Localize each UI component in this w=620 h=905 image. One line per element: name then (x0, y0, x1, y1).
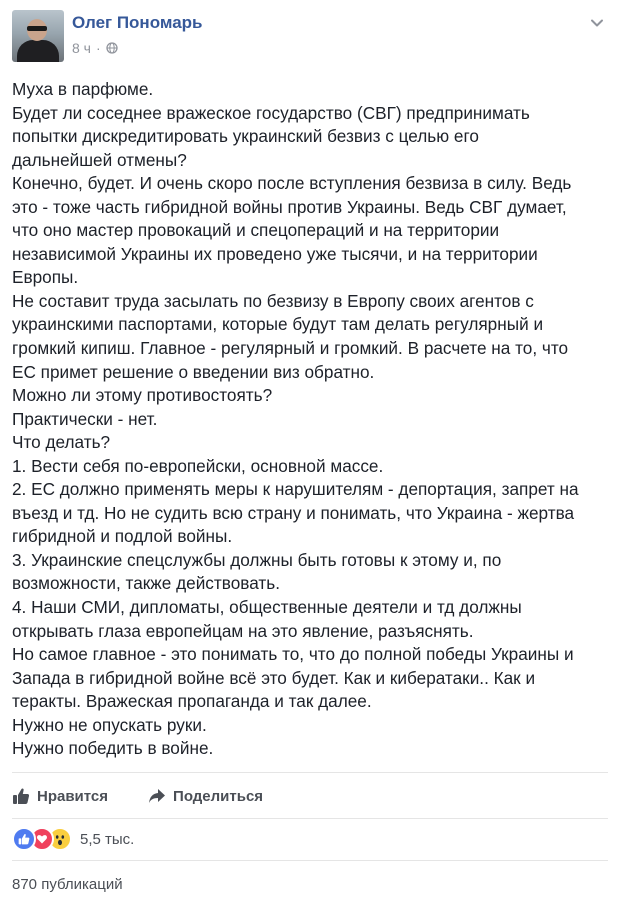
post-text-line: Европы. (12, 267, 79, 288)
like-reaction-icon (12, 827, 36, 851)
post-text-line: открывать глаза европейцам на это явление, разъяснять. (12, 620, 474, 641)
post-text-line: гибридной и подлой войны. (12, 526, 233, 547)
post-text-line: 3. Украинские спецслужбы должны быть готовы к этому и, по (12, 549, 502, 570)
post-text-line: возможности, также действовать. (12, 573, 280, 594)
post-text-line: Практически - нет. (12, 408, 158, 429)
post-text (12, 78, 612, 761)
thumbs-up-icon (12, 787, 30, 805)
post-text-line: Запада в гибридной войне всё это будет. Как и кибератаки.. Как и (12, 667, 536, 688)
post-text-line: дальнейшей отмены? (12, 149, 187, 170)
reactions-count[interactable]: 5,5 тыс. (80, 830, 135, 848)
post-text-line: Но самое главное - это понимать то, что до полной победы Украины и (12, 644, 574, 665)
post-time[interactable]: 8 ч (72, 40, 91, 56)
post-text-line: Конечно, будет. И очень скоро после вступления безвиза в силу. Ведь (12, 173, 572, 194)
post-text-line: Нужно не опускать руки. (12, 714, 207, 735)
post-text-line: это - тоже часть гибридной войны против Украины. Ведь СВГ думает, (12, 196, 567, 217)
chevron-down-icon[interactable] (590, 16, 604, 30)
post-header (12, 10, 608, 66)
post-text-line: Не составит труда засылать по безвизу в Европу своих агентов с (12, 290, 534, 311)
post-text-line: 4. Наши СМИ, дипломаты, общественные деятели и тд должны (12, 597, 522, 618)
divider (12, 860, 608, 861)
reactions-summary[interactable] (12, 827, 134, 851)
post-meta: 8 ч · (72, 40, 118, 56)
post-text-line: попытки дискредитировать украинский безвиз с целью его (12, 126, 479, 147)
post-text-line: теракты. Вражеская пропаганда и так далее. (12, 691, 372, 712)
avatar[interactable] (12, 10, 64, 62)
post-text-line: ЕС примет решение о введении виз обратно. (12, 361, 375, 382)
post-text-line: 1. Вести себя по-европейски, основной массе. (12, 455, 384, 476)
globe-icon (106, 42, 118, 54)
post-text-line: Что делать? (12, 432, 111, 453)
share-button[interactable] (148, 788, 263, 805)
post-text-line: Нужно победить в войне. (12, 738, 214, 759)
author-name[interactable]: Олег Пономарь (72, 13, 203, 32)
share-label: Поделиться (173, 787, 264, 805)
post-text-line: украинскими паспортами, которые будут там делать регулярный и (12, 314, 544, 335)
action-bar (12, 783, 303, 809)
post-text-line: Будет ли соседнее вражеское государство (СВГ) предпринимать (12, 102, 530, 123)
post-text-line: громкий кипиш. Главное - регулярный и громкий. В расчете на то, что (12, 338, 569, 359)
post-text-line: что оно мастер провокаций и спецопераций и на территории (12, 220, 500, 241)
like-button[interactable] (12, 787, 108, 805)
post-text-line: Муха в парфюме. (12, 79, 154, 99)
divider (12, 818, 608, 819)
share-arrow-icon (148, 788, 166, 804)
shares-count[interactable]: 870 публикаций (12, 876, 123, 893)
post-text-line: независимой Украины их проведено уже тысячи, и на территории (12, 243, 538, 264)
post-text-line: Можно ли этому противостоять? (12, 385, 273, 406)
post-text-line: 2. ЕС должно применять меры к нарушителям - депортация, запрет на (12, 479, 579, 500)
post-text-line: въезд и тд. Но не судить всю страну и понимать, что Украина - жертва (12, 502, 575, 523)
like-label: Нравится (37, 787, 109, 805)
divider (12, 772, 608, 773)
